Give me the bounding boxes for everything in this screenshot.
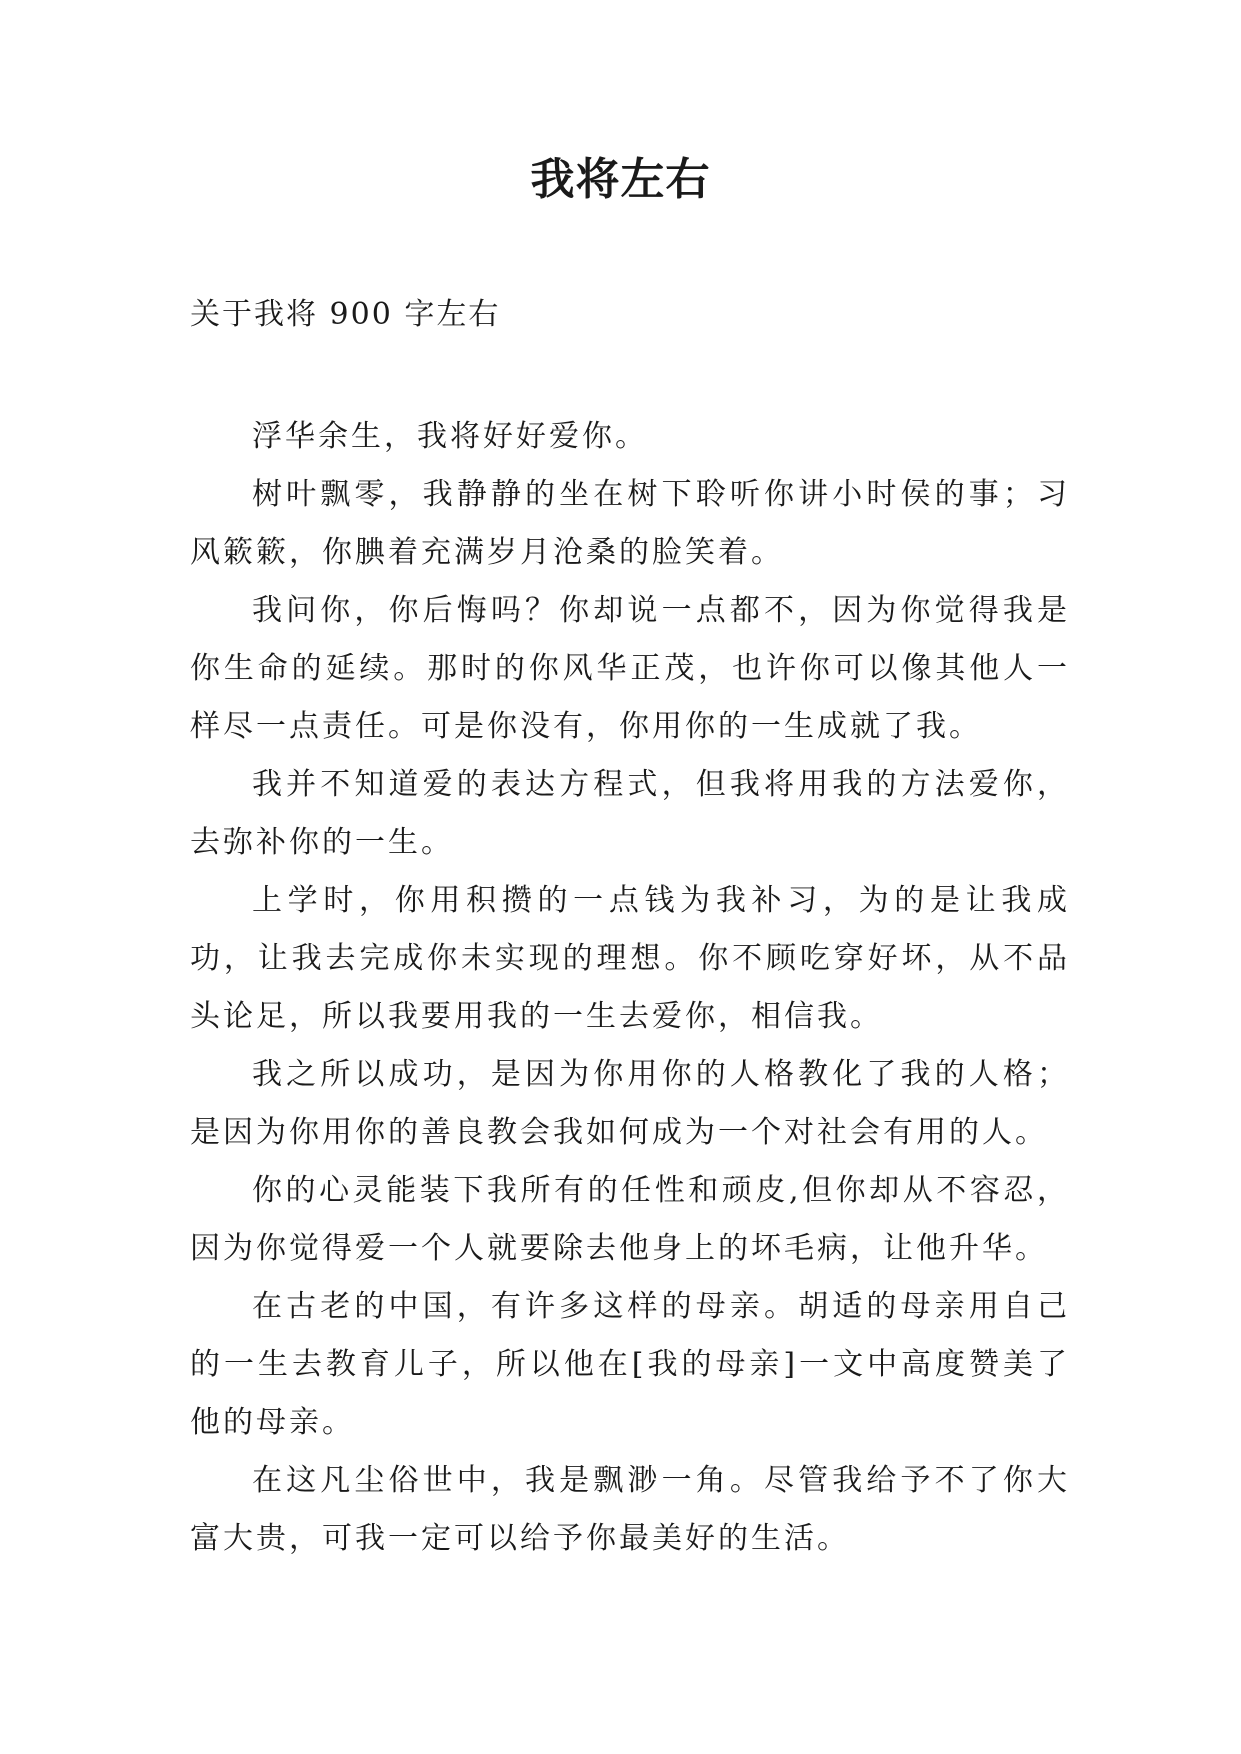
paragraph: 在古老的中国，有许多这样的母亲。胡适的母亲用自己的一生去教育儿子，所以他在[我的母亲]一文中高度赞美了他的母亲。	[190, 1289, 1070, 1440]
paragraph: 我之所以成功，是因为你用你的人格教化了我的人格；是因为你用你的善良教会我如何成为一个对社会有用的人。	[190, 1057, 1070, 1150]
paragraph: 在这凡尘俗世中，我是飘渺一角。尽管我给予不了你大富大贵，可我一定可以给予你最美好的生活。	[190, 1463, 1070, 1556]
document-title: 我将左右	[530, 154, 711, 205]
paragraph: 树叶飘零，我静静的坐在树下聆听你讲小时侯的事；习风簌簌，你腆着充满岁月沧桑的脸笑着。	[190, 477, 1070, 570]
document-body	[190, 408, 1070, 1568]
document-subtitle: 关于我将 900 字左右	[190, 297, 501, 332]
paragraph: 浮华余生，我将好好爱你。	[252, 419, 648, 454]
paragraph: 我并不知道爱的表达方程式，但我将用我的方法爱你，去弥补你的一生。	[190, 767, 1070, 860]
paragraph: 你的心灵能装下我所有的任性和顽皮,但你却从不容忍，因为你觉得爱一个人就要除去他身上的坏毛病，让他升华。	[190, 1173, 1070, 1266]
paragraph: 我问你，你后悔吗？你却说一点都不，因为你觉得我是你生命的延续。那时的你风华正茂，也许你可以像其他人一样尽一点责任。可是你没有，你用你的一生成就了我。	[190, 593, 1070, 744]
paragraph: 上学时，你用积攒的一点钱为我补习，为的是让我成功，让我去完成你未实现的理想。你不顾吃穿好坏，从不品头论足，所以我要用我的一生去爱你，相信我。	[190, 883, 1070, 1034]
